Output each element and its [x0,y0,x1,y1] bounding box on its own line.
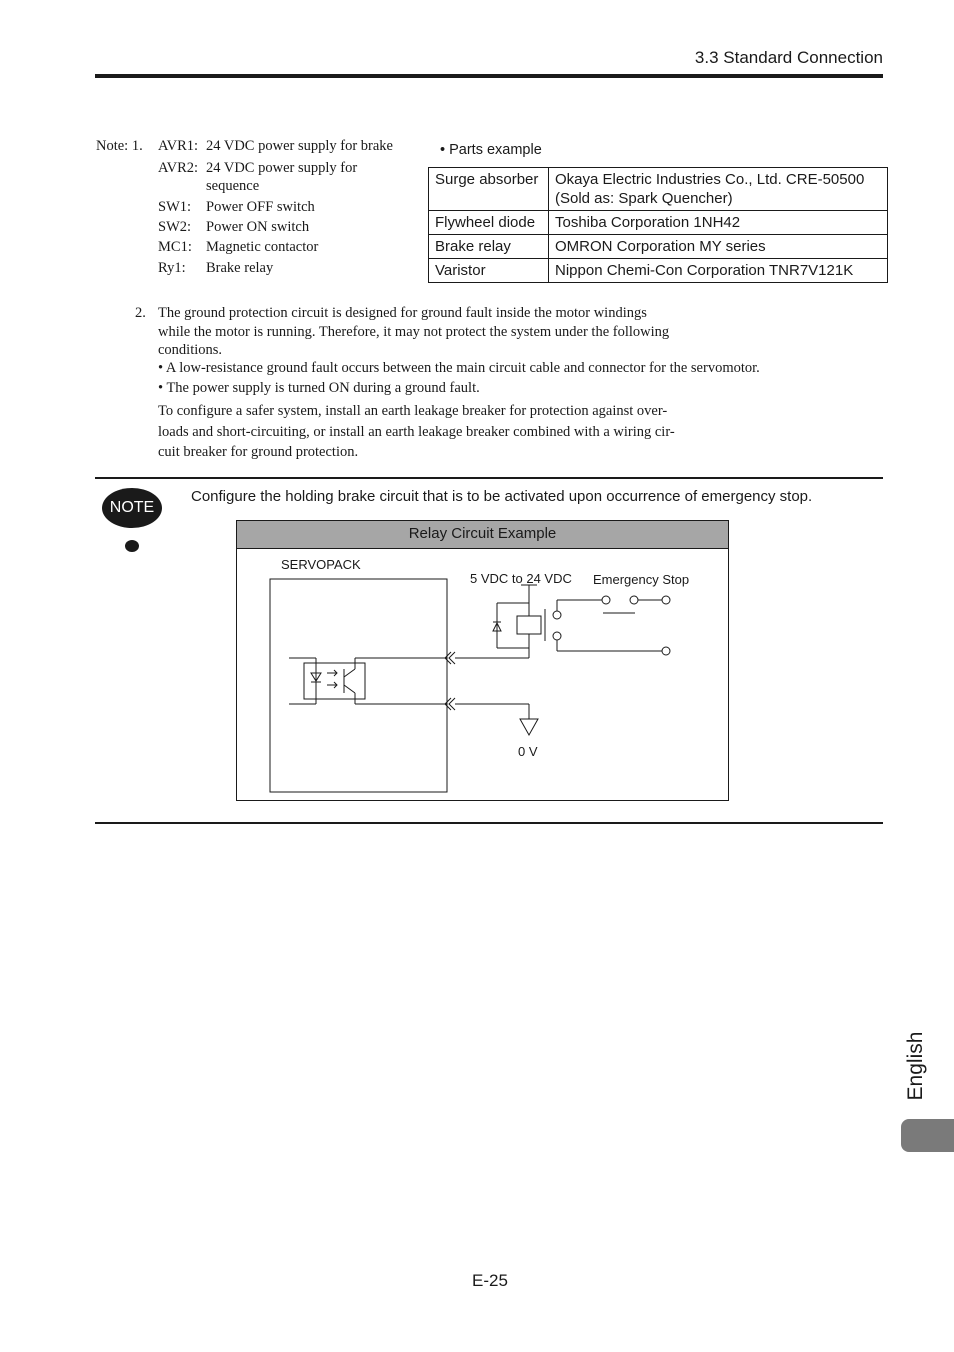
page-number: E-25 [472,1271,508,1290]
table-row [429,235,888,259]
note-key-avr1: AVR1: [158,138,199,154]
relay-circuit-diagram [236,520,729,801]
note-key-avr2: AVR2: [158,160,199,176]
note-value-ry1: Brake relay [206,260,274,276]
language-label [896,1030,936,1102]
note-2-para: cuit breaker for ground protection. [158,444,359,460]
note-value-sw2: Power ON switch [206,219,310,235]
parts-title: • Parts example [440,142,542,158]
table-row [429,259,888,283]
table-cell: Flywheel diode [429,211,549,235]
table-cell: Varistor [429,259,549,283]
note-2-para: loads and short-circuiting, or install an earth leakage breaker combined with a wiring cir- [158,424,675,440]
note-badge-dot [125,540,139,552]
ground-symbol [520,719,538,735]
parts-table [428,167,888,283]
note-2-line: while the motor is running. Therefore, it may not protect the system under the following [158,324,670,340]
note-2-line: conditions. [158,342,223,358]
relay-coil [517,616,541,634]
emergency-stop-label: Emergency Stop [593,572,690,587]
note-2-para: To configure a safer system, install an earth leakage breaker for protection against over- [158,403,668,419]
note-value-mc1: Magnetic contactor [206,239,319,255]
note-key-sw1: SW1: [158,199,192,215]
table-row [429,168,888,211]
supply-voltage-label: 5 VDC to 24 VDC [470,571,572,586]
note-text: Configure the holding brake circuit that is to be activated upon occurrence of emergency stop. [191,488,813,505]
cell-line: Okaya Electric Industries Co., Ltd. CRE-50500 [555,171,865,188]
table-cell: OMRON Corporation MY series [549,235,888,259]
language-text: English [904,1031,927,1101]
servopack-label: SERVOPACK [281,557,361,572]
note-value-sw1: Power OFF switch [206,199,315,215]
side-tab [901,1119,954,1152]
servopack-box [270,579,447,792]
note-1-label: Note: 1. [96,138,143,154]
zero-volt-label: 0 V [518,744,538,759]
section-rule-top [95,477,883,479]
note-2-bullet: • The power supply is turned ON during a ground fault. [158,380,480,396]
header-title: 3.3 Standard Connection [694,48,883,67]
table-cell: Surge absorber [429,168,549,211]
note-value-avr1: 24 VDC power supply for brake [206,138,393,154]
note-key-ry1: Ry1: [158,260,186,276]
header-rule [95,74,883,78]
table-cell: Nippon Chemi-Con Corporation TNR7V121K [549,259,888,283]
note-key-mc1: MC1: [158,239,192,255]
note-key-sw2: SW2: [158,219,192,235]
section-rule-bottom [95,822,883,824]
diagram-title: Relay Circuit Example [237,521,728,549]
table-cell: Toshiba Corporation 1NH42 [549,211,888,235]
photocoupler-box [304,663,365,699]
note-2-line: The ground protection circuit is designed for ground fault inside the motor windings [158,305,647,321]
table-cell [549,168,888,211]
note-2-label: 2. [135,305,146,321]
note-value-avr2-cont: sequence [206,178,260,194]
note-value-avr2: 24 VDC power supply for [206,160,358,176]
note-badge: NOTE [102,488,162,528]
table-row [429,211,888,235]
note-2-bullet: • A low-resistance ground fault occurs between the main circuit cable and connector for the servomotor. [158,360,760,376]
cell-line: (Sold as: Spark Quencher) [555,190,733,207]
table-cell: Brake relay [429,235,549,259]
